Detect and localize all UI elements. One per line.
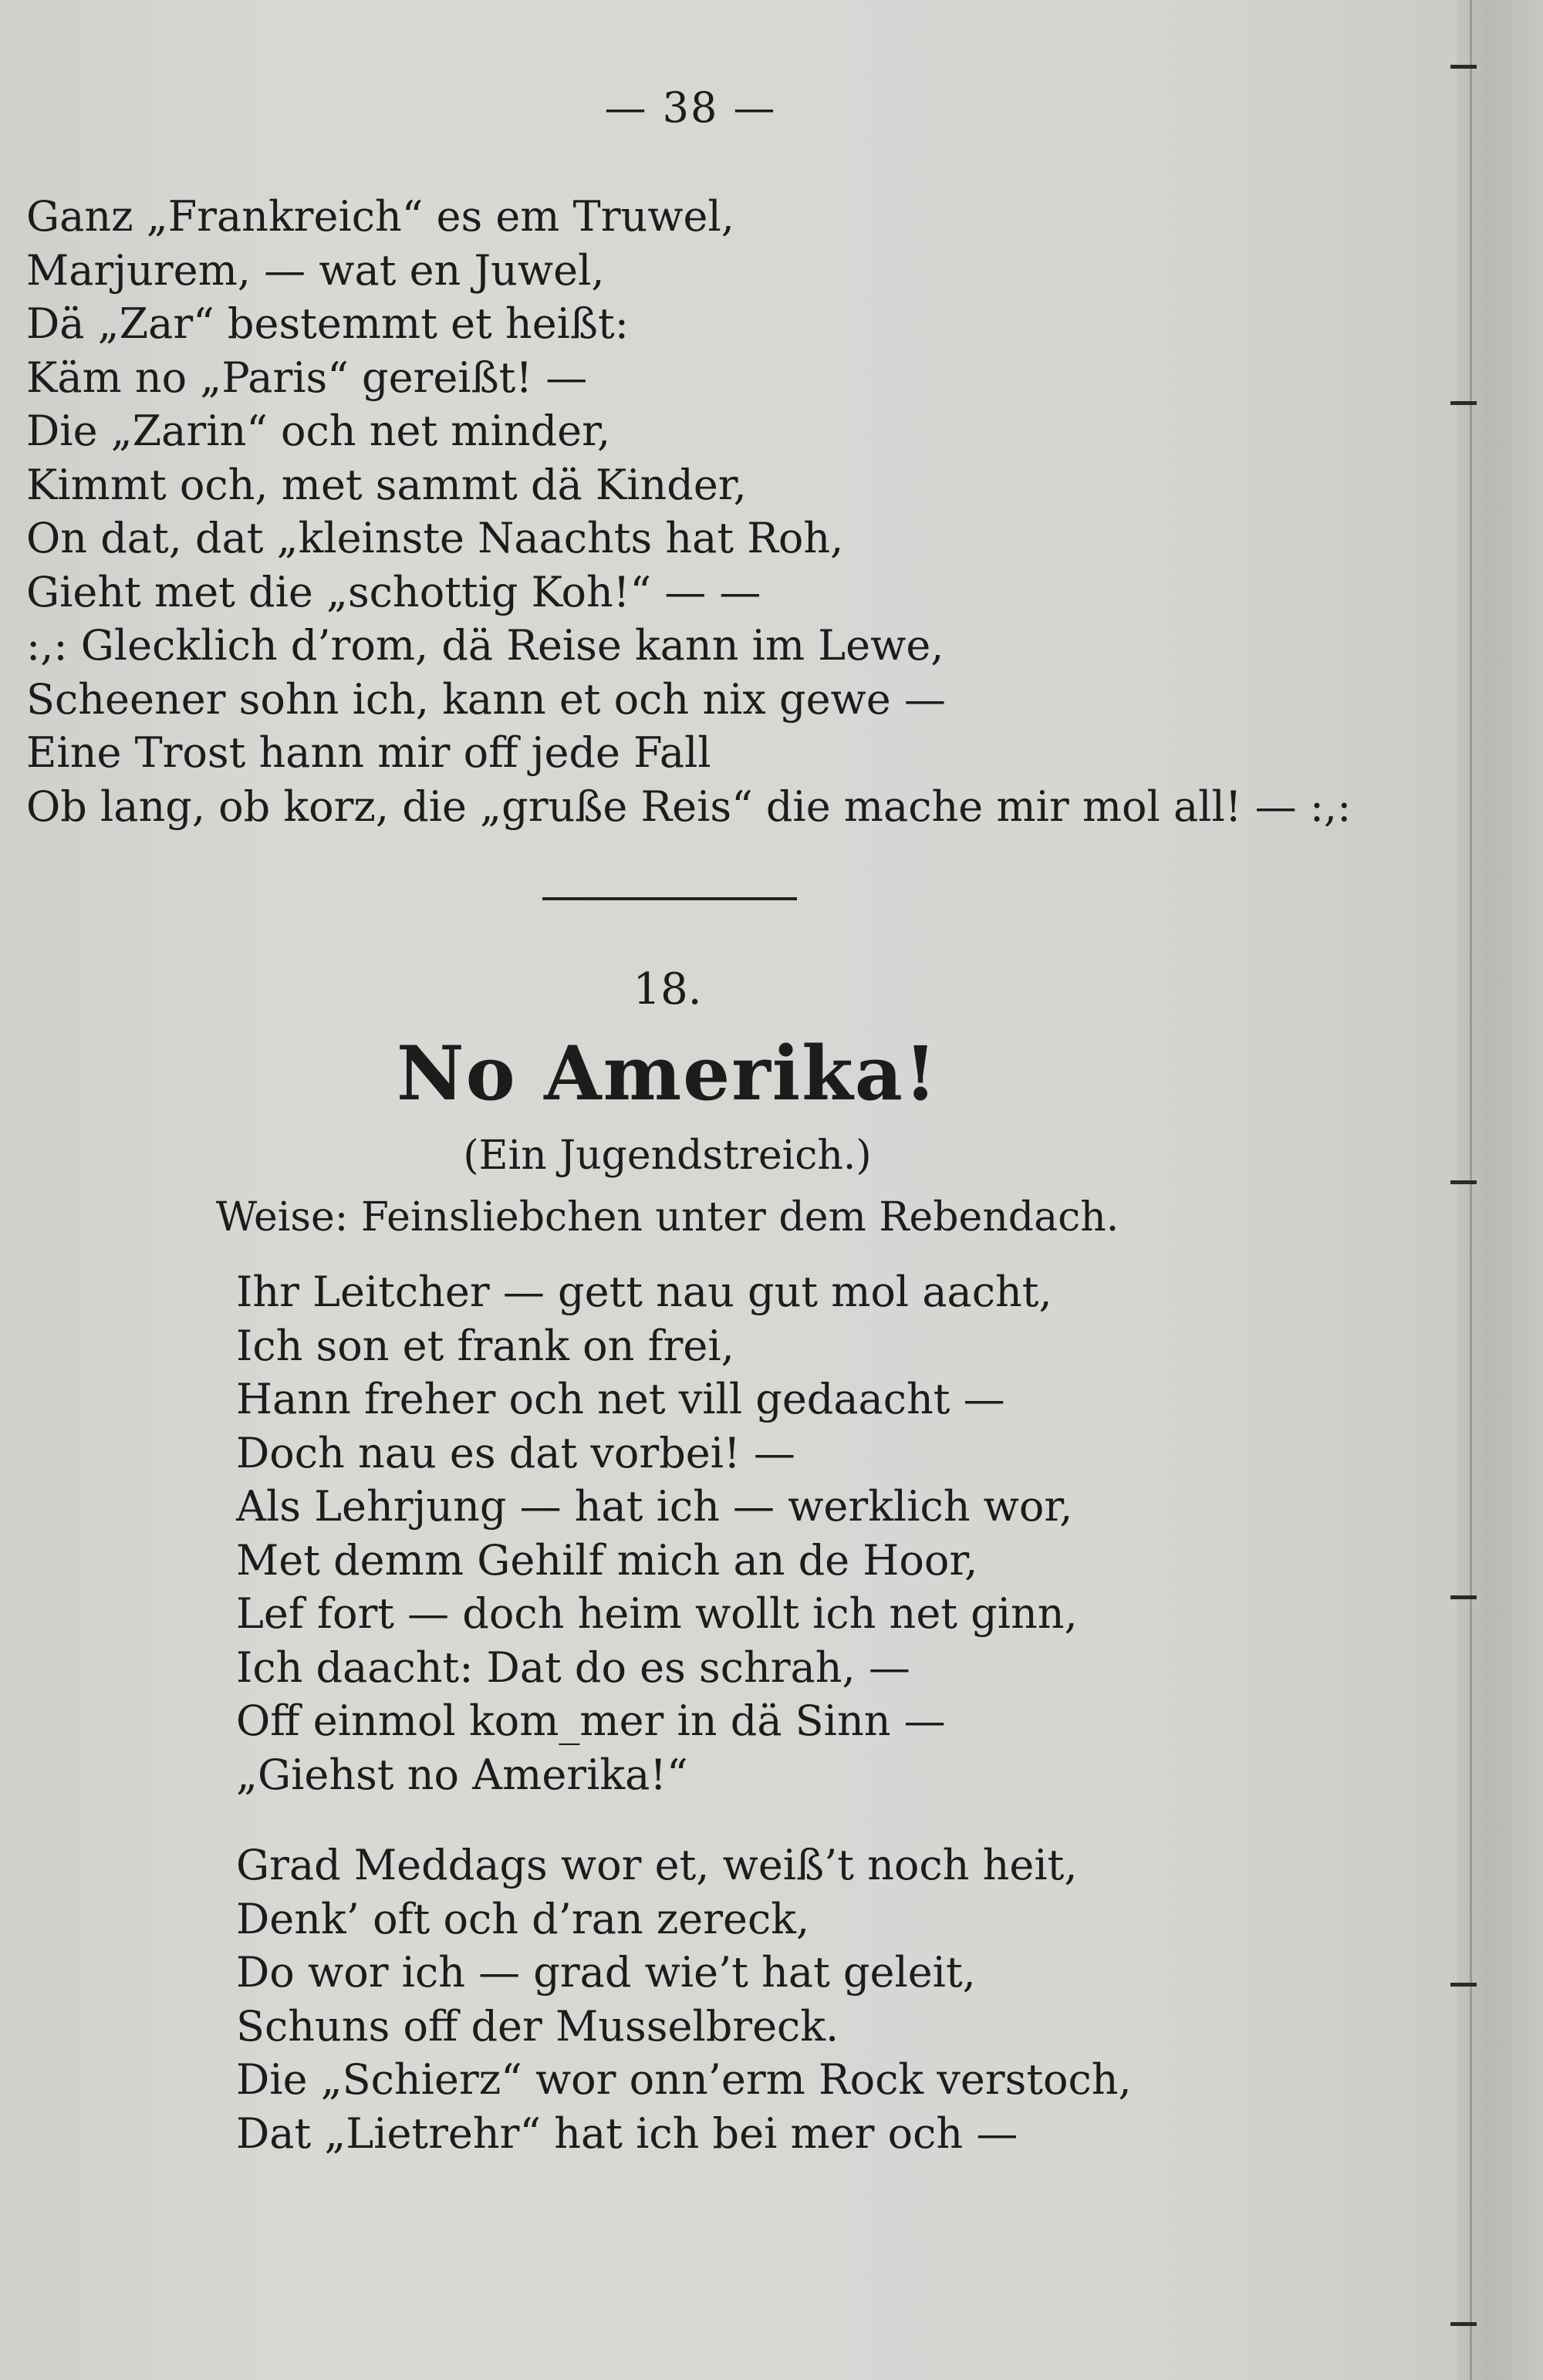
page-number: — 38 — <box>604 83 777 132</box>
verse-line: Doch nau es dat vorbei! — <box>236 1428 795 1477</box>
verse-line: Hann freher och net vill gedaacht — <box>236 1375 1005 1423</box>
verse-line: Ich son et frank on frei, <box>236 1321 734 1370</box>
verse-line: :,: Glecklich d’rom, dä Reise kann im Lewe, <box>26 621 944 670</box>
verse-line: Ich daacht: Dat do es schrah, — <box>236 1642 910 1692</box>
binding-thread-mark <box>1450 2322 1477 2326</box>
verse-line: Dä „Zar“ bestemmt et heißt: <box>26 299 629 348</box>
section-divider <box>542 897 797 900</box>
binding-edge <box>1470 0 1472 2380</box>
verse-line: Gieht met die „schottig Koh!“ — — <box>26 567 761 616</box>
previous-song-verse <box>26 190 1351 833</box>
song-subtitle: (Ein Jugendstreich.) <box>463 1133 872 1179</box>
verse-line: Ihr Leitcher — gett nau gut mol aacht, <box>236 1268 1052 1316</box>
verse-line: Do wor ich — grad wie’t hat geleit, <box>236 1948 976 1997</box>
verse-line: Off einmol kom_mer in dä Sinn — <box>236 1696 946 1745</box>
verse-line: Marjurem, — wat en Juwel, <box>26 245 605 295</box>
verse-line: Käm no „Paris“ gereißt! — <box>26 353 588 402</box>
verse-line: Denk’ oft och d’ran zereck, <box>236 1894 810 1943</box>
binding-thread-mark <box>1450 1983 1477 1987</box>
verse-line: Dat „Lietrehr“ hat ich bei mer och — <box>236 2108 1018 2158</box>
verse-line: Die „Schierz“ wor onn’erm Rock verstoch, <box>236 2055 1132 2104</box>
verse-line: Eine Trost hann mir off jede Fall <box>26 728 711 777</box>
verse-line: Ganz „Frankreich“ es em Truwel, <box>26 192 734 241</box>
verse-line: Lef fort — doch heim wollt ich net ginn, <box>236 1589 1078 1638</box>
verse-line: Die „Zarin“ och net minder, <box>26 407 611 455</box>
verse-line: Ob lang, ob korz, die „gruße Reis“ die mache mir mol all! — :,: <box>26 782 1352 831</box>
song-melody: Weise: Feinsliebchen unter dem Rebendach. <box>215 1194 1119 1241</box>
verse-line: Grad Meddags wor et, weiß’t noch heit, <box>236 1841 1078 1889</box>
binding-thread-mark <box>1450 1180 1477 1184</box>
verse-line: On dat, dat „kleinste Naachts hat Roh, <box>26 514 844 562</box>
stanza-2 <box>236 1838 1132 2160</box>
verse-line: „Giehst no Amerika!“ <box>236 1750 688 1799</box>
verse-line: Scheener sohn ich, kann et och nix gewe — <box>26 674 946 724</box>
binding-thread-mark <box>1450 65 1477 69</box>
verse-line: Kimmt och, met sammt dä Kinder, <box>26 460 747 509</box>
verse-line: Met demm Gehilf mich an de Hoor, <box>236 1535 978 1585</box>
song-number: 18. <box>633 964 702 1014</box>
verse-line: Schuns off der Musselbreck. <box>236 2001 839 2051</box>
binding-thread-mark <box>1450 401 1477 405</box>
binding-thread-mark <box>1450 1595 1477 1599</box>
song-title: No Amerika! <box>396 1030 939 1117</box>
stanza-1 <box>236 1265 1078 1801</box>
verse-line: Als Lehrjung — hat ich — werklich wor, <box>236 1482 1073 1531</box>
